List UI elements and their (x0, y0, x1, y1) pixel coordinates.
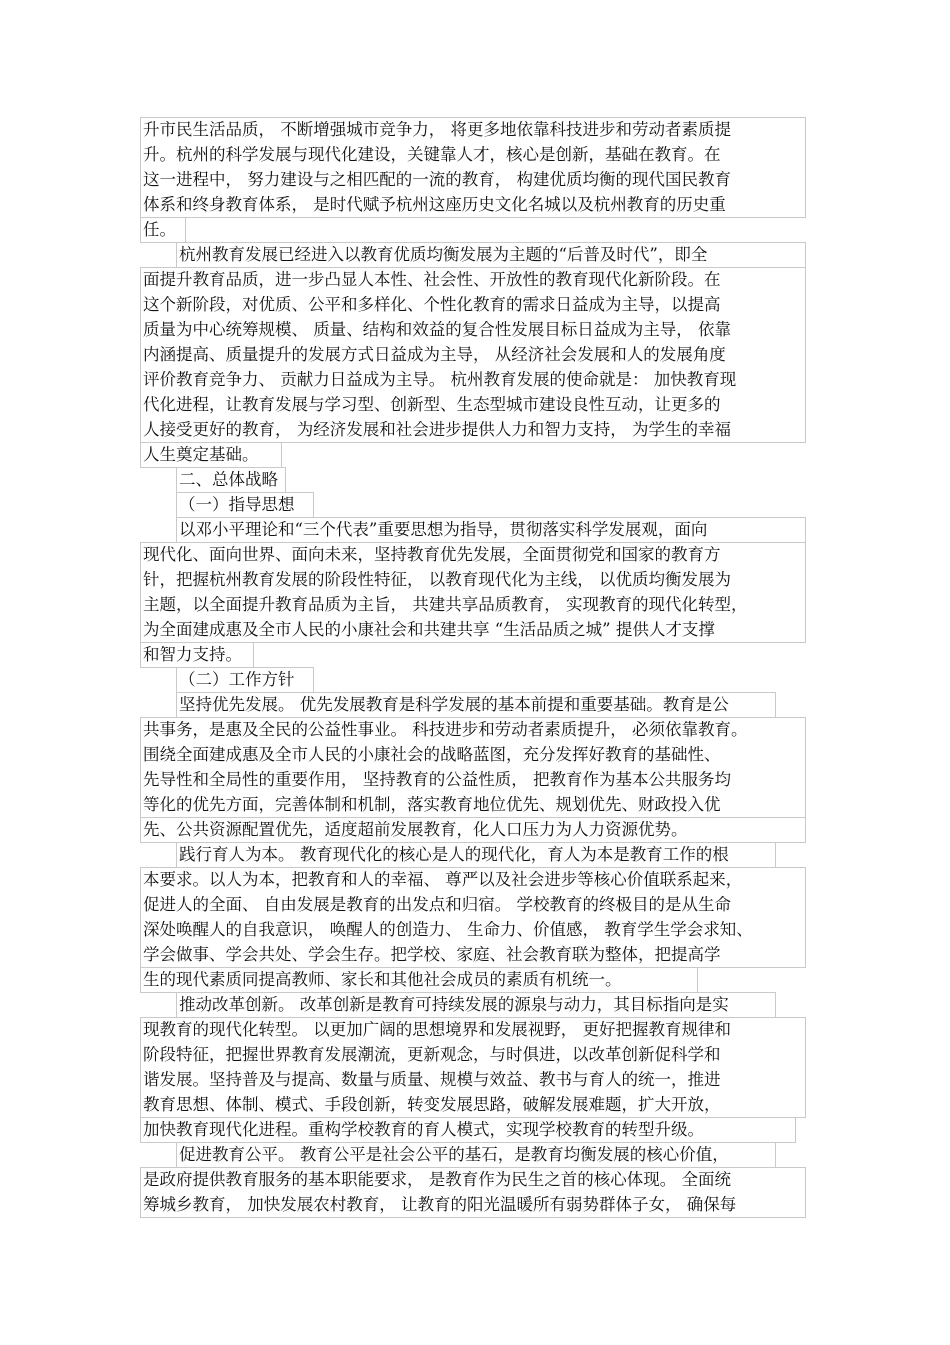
text-line: 主题，以全面提升教育品质为主旨， 共建共享品质教育， 实现教育的现代化转型， (143, 595, 748, 614)
text-line: 任。 (143, 220, 176, 239)
text-line: 践行育人为本。 教育现代化的核心是人的现代化，育人为本是教育工作的根 (179, 845, 729, 864)
text-line: 代化进程，让教育发展与学习型、创新型、生态型城市建设良性互动，让更多的 (143, 395, 721, 414)
text-line: 现教育的现代化转型。 以更加广阔的思想境界和发展视野， 更好把握教育规律和 (143, 1020, 731, 1039)
text-line: 针，把握杭州教育发展的阶段性特征， 以教育现代化为主线， 以优质均衡发展为 (143, 570, 731, 589)
text-line: 升市民生活品质， 不断增强城市竞争力， 将更多地依靠科技进步和劳动者素质提 (143, 120, 731, 139)
text-line: 为全面建成惠及全市人民的小康社会和共建共享 “生活品质之城” 提供人才支撑 (143, 620, 715, 639)
text-line: 质量为中心统筹规模、 质量、结构和效益的复合性发展目标日益成为主导， 依靠 (143, 320, 731, 339)
text-line: 先、公共资源配置优先，适度超前发展教育，化人口压力为人力资源优势。 (143, 820, 688, 839)
text-line: 是政府提供教育服务的基本职能要求， 是教育作为民生之首的核心体现。 全面统 (143, 1170, 731, 1189)
text-line: 促进人的全面、 自由发展是教育的出发点和归宿。 学校教育的终极目的是从生命 (143, 895, 731, 914)
text-line: 本要求。以人为本，把教育和人的幸福、 尊严以及社会进步等核心价值联系起来， (143, 870, 743, 889)
text-line: 教育思想、体制、模式、手段创新，转变发展思路，破解发展难题，扩大开放， (143, 1095, 721, 1114)
text-line: 坚持优先发展。 优先发展教育是科学发展的基本前提和重要基础。教育是公 (179, 695, 729, 714)
text-line: 二、总体战略 (179, 470, 278, 489)
text-line: 生的现代素质同提高教师、家长和其他社会成员的素质有机统一。 (143, 970, 622, 989)
text-line: 人接受更好的教育， 为经济发展和社会进步提供人力和智力支持， 为学生的幸福 (143, 420, 731, 439)
text-line: 等化的优先方面，完善体制和机制，落实教育地位优先、规划优先、财政投入优 (143, 795, 721, 814)
text-line: 围绕全面建成惠及全市人民的小康社会的战略蓝图，充分发挥好教育的基础性、 (143, 745, 721, 764)
text-line: 现代化、面向世界、面向未来，坚持教育优先发展，全面贯彻党和国家的教育方 (143, 545, 721, 564)
text-line: 这一进程中， 努力建设与之相匹配的一流的教育， 构建优质均衡的现代国民教育 (143, 170, 731, 189)
text-line: 升。杭州的科学发展与现代化建设，关键靠人才，核心是创新，基础在教育。在 (143, 145, 721, 164)
text-line: （二）工作方针 (179, 670, 295, 689)
text-line: 人生奠定基础。 (143, 445, 259, 464)
text-line: 以邓小平理论和“三个代表”重要思想为指导，贯彻落实科学发展观，面向 (179, 520, 708, 539)
text-line: 体系和终身教育体系， 是时代赋予杭州这座历史文化名城以及杭州教育的历史重 (143, 195, 726, 214)
text-line: 共事务，是惠及全民的公益性事业。 科技进步和劳动者素质提升， 必须依靠教育。 (143, 720, 748, 739)
text-line: 深处唤醒人的自我意识， 唤醒人的创造力、 生命力、价值感， 教育学生学会求知、 (143, 920, 753, 939)
text-line: 面提升教育品质，进一步凸显人本性、社会性、开放性的教育现代化新阶段。在 (143, 270, 721, 289)
text-line: 谐发展。坚持普及与提高、数量与质量、规模与效益、教书与育人的统一，推进 (143, 1070, 721, 1089)
text-line: 促进教育公平。 教育公平是社会公平的基石，是教育均衡发展的核心价值， (179, 1145, 729, 1164)
text-line: 筹城乡教育， 加快发展农村教育， 让教育的阳光温暖所有弱势群体子女， 确保每 (143, 1195, 737, 1214)
text-line: 学会做事、学会共处、学会生存。把学校、家庭、社会教育联为整体，把提高学 (143, 945, 721, 964)
text-line: 先导性和全局性的重要作用， 坚持教育的公益性质， 把教育作为基本公共服务均 (143, 770, 731, 789)
text-line: （一）指导思想 (179, 495, 295, 514)
text-line: 评价教育竞争力、 贡献力日益成为主导。 杭州教育发展的使命就是： 加快教育现 (143, 370, 737, 389)
text-line: 加快教育现代化进程。重构学校教育的育人模式，实现学校教育的转型升级。 (143, 1120, 704, 1139)
text-line: 推动改革创新。 改革创新是教育可持续发展的源泉与动力，其目标指向是实 (179, 995, 729, 1014)
text-line: 这个新阶段，对优质、公平和多样化、个性化教育的需求日益成为主导，以提高 (143, 295, 721, 314)
text-line: 阶段特征，把握世界教育发展潮流，更新观念，与时俱进，以改革创新促科学和 (143, 1045, 721, 1064)
text-line: 内涵提高、质量提升的发展方式日益成为主导， 从经济社会发展和人的发展角度 (143, 345, 726, 364)
text-line: 杭州教育发展已经进入以教育优质均衡发展为主题的“后普及时代”，即全 (179, 245, 708, 264)
text-line: 和智力支持。 (143, 645, 242, 664)
